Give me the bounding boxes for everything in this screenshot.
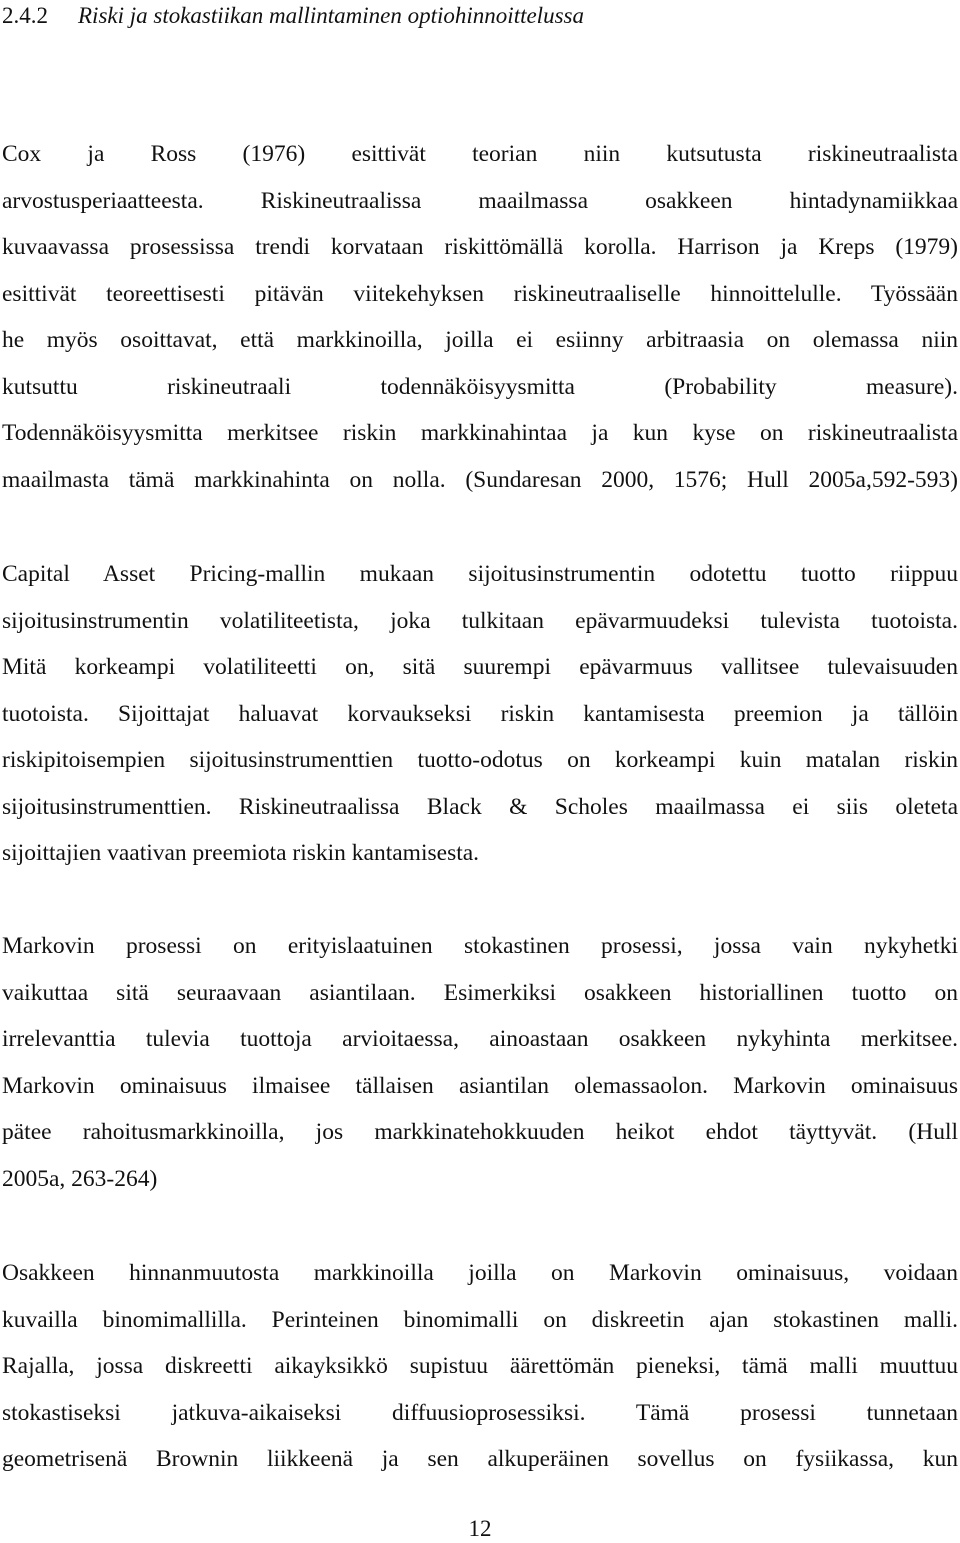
text-line: stokastiseksi jatkuva-aikaiseksi diffuusioprosessiksi. Tämä prosessi tunnetaan (2, 1399, 958, 1426)
text-line: Todennäköisyysmitta merkitsee riskin markkinahintaa ja kun kyse on riskineutraalista (2, 420, 958, 446)
section-number: 2.4.2 (2, 3, 48, 28)
section-title: Riski ja stokastiikan mallintaminen optiohinnoittelussa (78, 3, 584, 28)
text-line: sijoitusinstrumenttien. Riskineutraalissa Black & Scholes maailmassa ei siis oleteta (2, 793, 958, 820)
section-heading (2, 2, 584, 30)
text-line: geometrisenä Brownin liikkeenä ja sen alkuperäinen sovellus on fysiikassa, kun (2, 1446, 958, 1472)
text-line: kuvailla binomimallilla. Perinteinen binomimalli on diskreetin ajan stokastinen malli. (2, 1306, 958, 1333)
text-line: Osakkeen hinnanmuutosta markkinoilla joilla on Markovin ominaisuus, voidaan (2, 1260, 958, 1286)
text-line: Mitä korkeampi volatiliteetti on, sitä suurempi epävarmuus vallitsee tulevaisuuden (2, 654, 958, 680)
text-line: pätee rahoitusmarkkinoilla, jos markkinatehokkuuden heikot ehdot täyttyvät. (Hull (2, 1119, 958, 1145)
text-line: Capital Asset Pricing-mallin mukaan sijoitusinstrumentin odotettu tuotto riippuu (2, 561, 958, 587)
text-line: kutsuttu riskineutraali todennäköisyysmitta (Probability measure). (2, 373, 958, 400)
paragraph-binomial (2, 1259, 958, 1492)
paragraph-markov (2, 932, 958, 1211)
text-line: maailmasta tämä markkinahinta on nolla. (Sundaresan 2000, 1576; Hull 2005a,592-593) (2, 466, 958, 493)
text-line: Markovin prosessi on erityislaatuinen stokastinen prosessi, jossa vain nykyhetki (2, 933, 958, 959)
text-line: Markovin ominaisuus ilmaisee tällaisen asiantilan olemassaolon. Markovin ominaisuus (2, 1072, 958, 1099)
paragraph-risk-neutral (2, 140, 958, 512)
text-line: vaikuttaa sitä seuraavaan asiantilaan. Esimerkiksi osakkeen historiallinen tuotto on (2, 979, 958, 1006)
paragraph-capm (2, 560, 958, 886)
text-line: tuotoista. Sijoittajat haluavat korvaukseksi riskin kantamisesta preemion ja tällöin (2, 700, 958, 727)
text-line: arvostusperiaatteesta. Riskineutraalissa maailmassa osakkeen hintadynamiikkaa (2, 187, 958, 214)
text-line: 2005a, 263-264) (2, 1165, 158, 1192)
text-line: sijoittajien vaativan preemiota riskin kantamisesta. (2, 840, 480, 866)
text-line: riskipitoisempien sijoitusinstrumenttien tuotto-odotus on korkeampi kuin matalan riskin (2, 747, 958, 773)
text-line: esittivät teoreettisesti pitävän viitekehyksen riskineutraaliselle hinnoittelulle. Työssään (2, 280, 958, 307)
text-line: sijoitusinstrumentin volatiliteetista, joka tulkitaan epävarmuudeksi tulevista tuotoista. (2, 607, 958, 634)
text-line: irrelevanttia tulevia tuottoja arvioitaessa, ainoastaan osakkeen nykyhinta merkitsee. (2, 1026, 958, 1052)
page-number: 12 (468, 1516, 492, 1541)
text-line: Rajalla, jossa diskreetti aikayksikkö supistuu äärettömän pieneksi, tämä malli muuttuu (2, 1353, 958, 1379)
text-line: he myös osoittavat, että markkinoilla, joilla ei esiinny arbitraasia on olemassa niin (2, 327, 958, 353)
text-line: kuvaavassa prosessissa trendi korvataan riskittömällä korolla. Harrison ja Kreps (1979) (2, 234, 958, 260)
text-line: Cox ja Ross (1976) esittivät teorian niin kutsutusta riskineutraalista (2, 141, 958, 167)
